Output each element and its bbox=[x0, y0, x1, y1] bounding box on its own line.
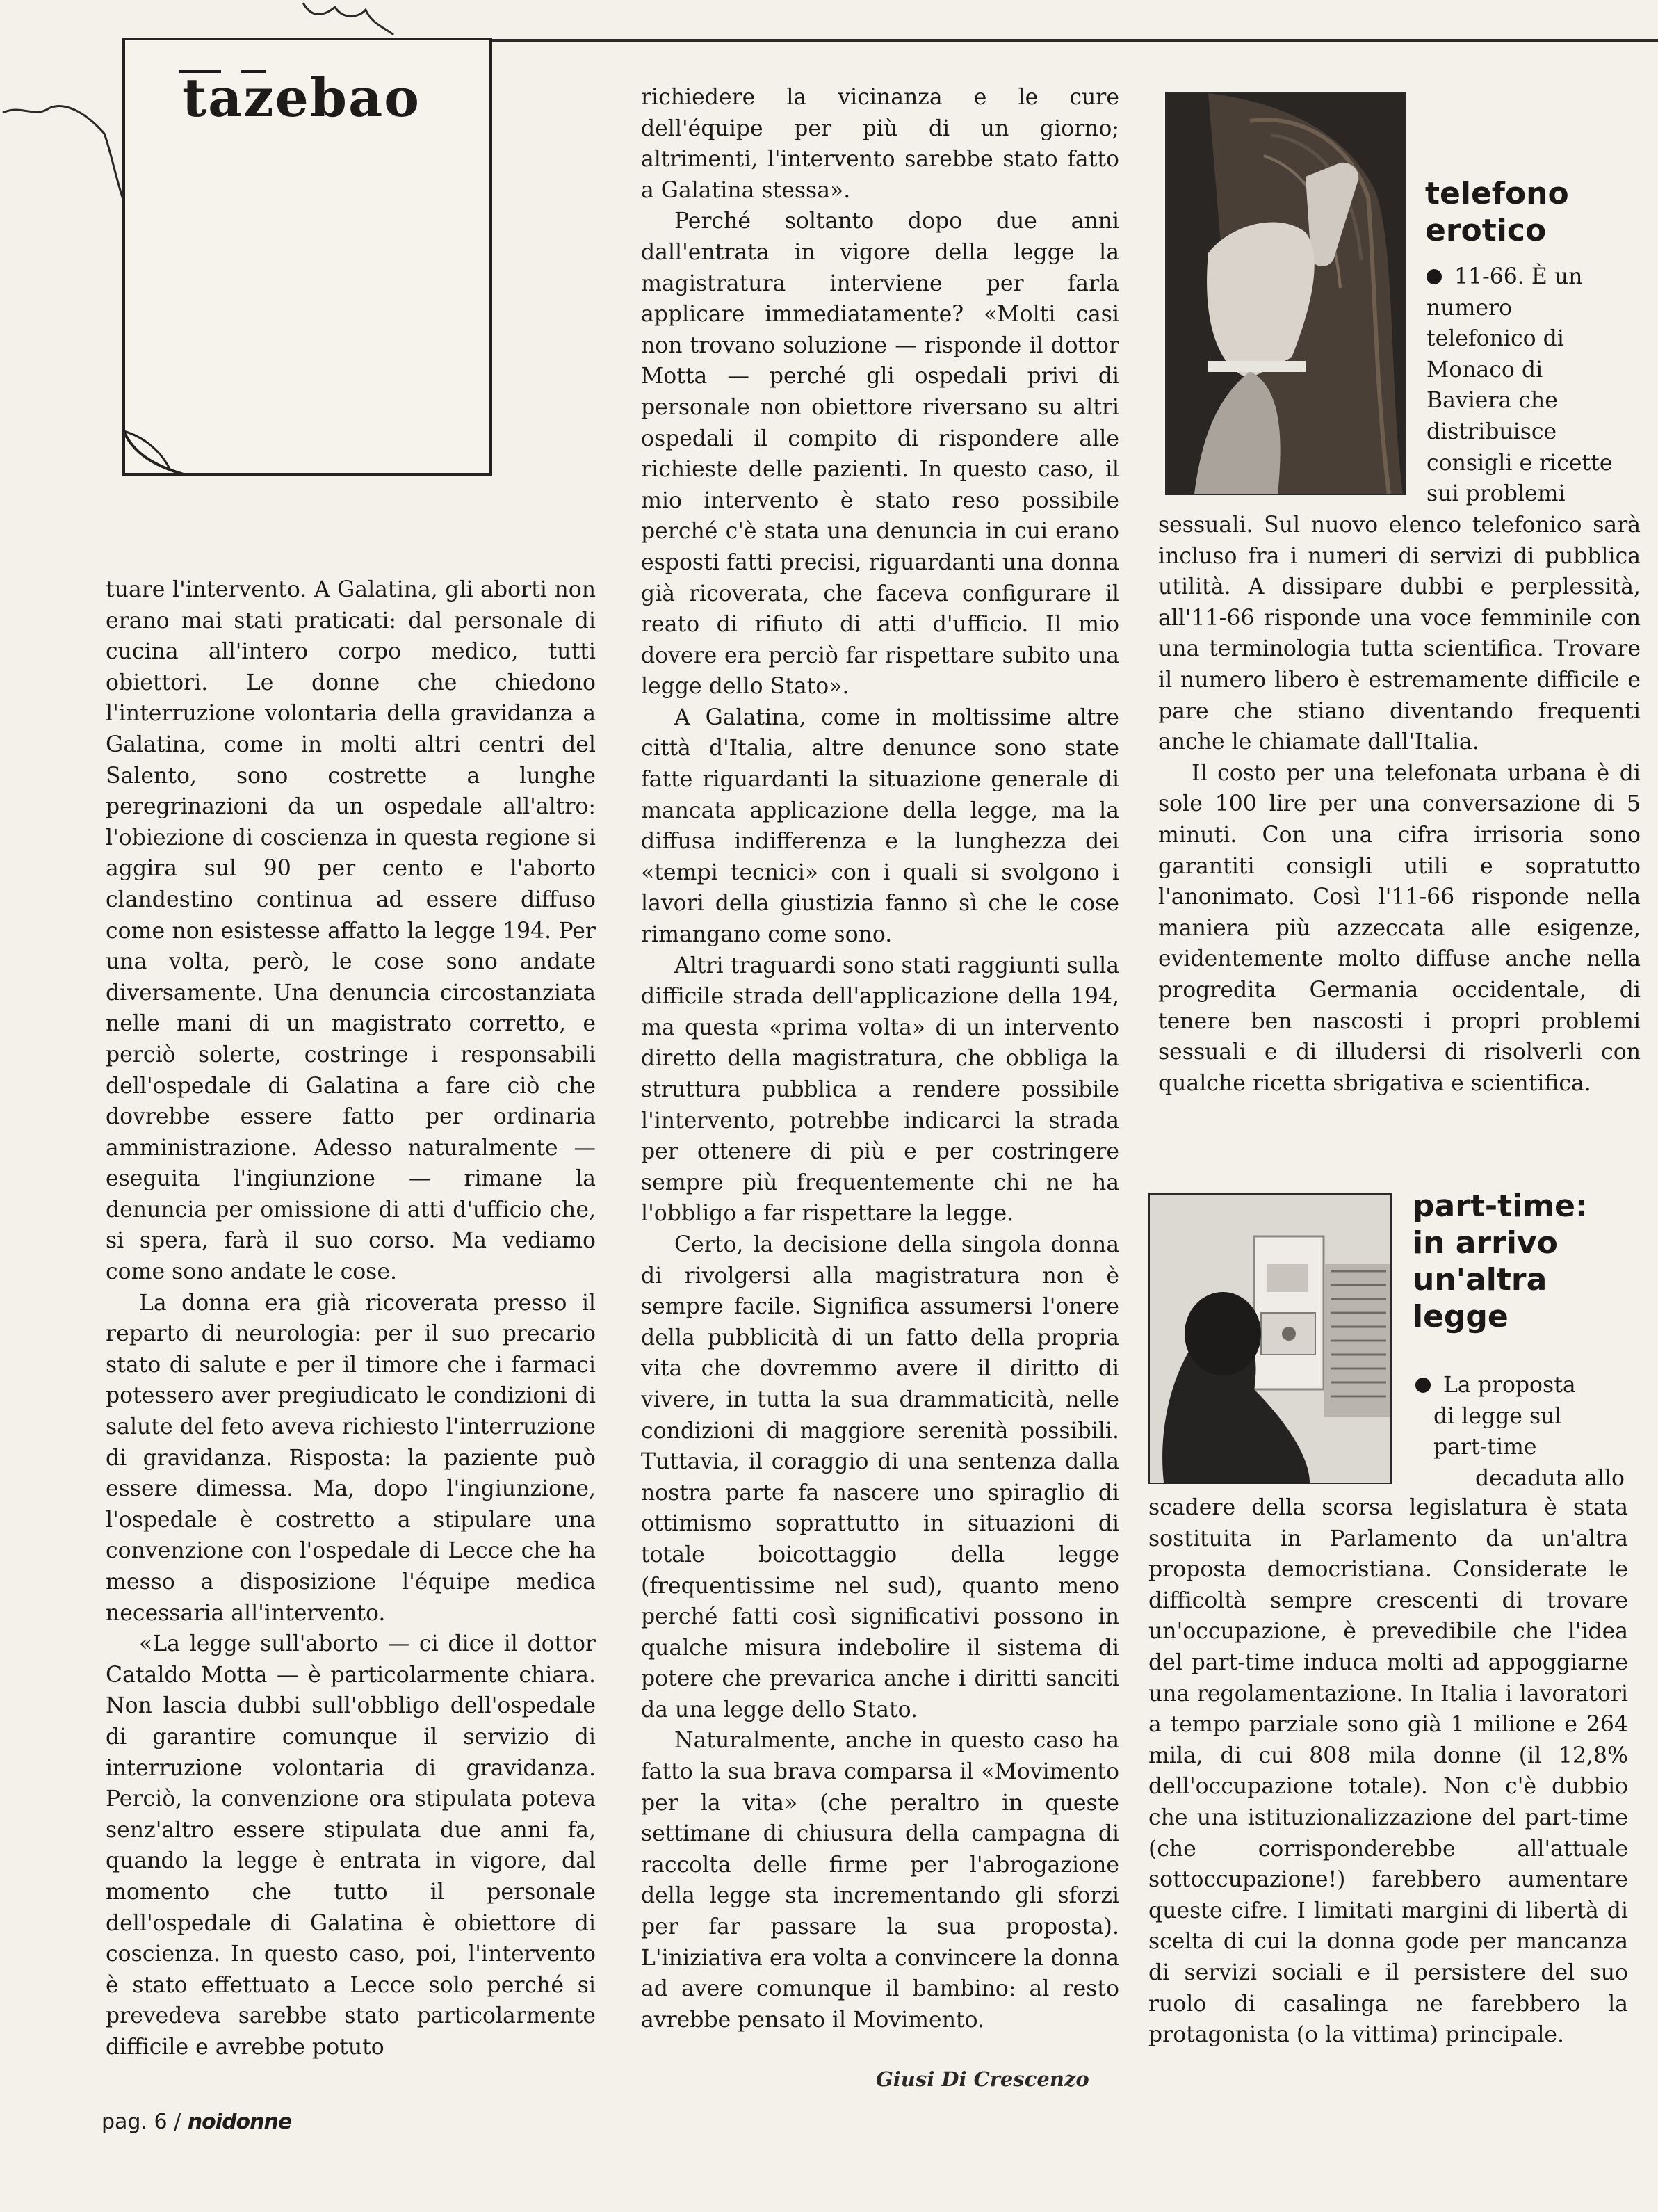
side-line: sui problemi bbox=[1427, 481, 1566, 507]
page-footer bbox=[101, 2110, 291, 2134]
paragraph: Perché soltanto dopo due anni dall'entrata in vigore della legge la magistratura interviene per farla applicare immediatamente? «Molti casi non trovano soluzione — risponde il dottor Motta — perché gli ospedali privi di personale non obiettore riversano su altri ospedali il compito di rispondere alle richieste delle pazienti. In questo caso, il mio intervento è stato reso possibile perché c'è stata una denuncia in cui erano esposti fatti precisi, riguardanti una donna già ricoverata, che faceva configurare il reato di rifiuto di atti d'ufficio. Il mio dovere era perciò far rispettare subito una legge dello Stato». bbox=[641, 209, 1119, 700]
top-rule bbox=[487, 39, 1658, 42]
paragraph: Naturalmente, anche in questo caso ha fatto la sua brava comparsa il «Movimento per la vita» (che peraltro in queste settimane di chiusura della campagna di raccolta delle firme per l'abrogazione della legge sta incrementando gli sforzi per far passare la sua proposta). L'iniziativa era volta a convincere la donna ad avere comunque il bambino: al resto avrebbe pensato il Movimento. bbox=[641, 1728, 1119, 2033]
scribble-doodle bbox=[0, 97, 132, 209]
side-line: distribuisce bbox=[1427, 419, 1557, 444]
cloud-doodle bbox=[299, 0, 396, 39]
paragraph: Altri traguardi sono stati raggiunti sulla difficile strada dell'applicazione della 194, ma questa «prima volta» di un intervento diretto della magistratura, che obbliga la struttura pubblica a rendere possibile l'intervento, potrebbe indicarci la strada per ottenere di più e per costringere sempre più frequentemente chi ne ha l'obbligo a far rispettare la legge. bbox=[641, 953, 1119, 1227]
side-line: telefonico di bbox=[1427, 326, 1564, 352]
paragraph: sessuali. Sul nuovo elenco telefonico sarà incluso fra i numeri di servizi di pubblica utilità. A dissipare dubbi e perplessità, all'11-66 risponde una voce femminile con una terminologia tutta scientifica. Trovare il numero libero è estremamente difficile e pare che stiano diventando frequenti anche le chiamate dall'Italia. bbox=[1158, 512, 1641, 755]
bullet-icon bbox=[1415, 1378, 1431, 1393]
paragraph: tuare l'intervento. A Galatina, gli aborti non erano mai stati praticati: dal personale di cucina all'intero corpo medico, tutti obiettori. Le donne che chiedono l'interruzione volontaria della gravidanza a Galatina, come in molti altri centri del Salento, sono costrette a lunghe peregrinazioni da un ospedale all'altro: l'obiezione di coscienza in questa regione si aggira sul 90 per cento e l'aborto clandestino continua ad essere diffuso come non esistesse affatto la legge 194. Per una volta, però, le cose sono andate diversamente. Una denuncia circostanziata nelle mani di un magistrato corretto, e perciò solerte, costringe i responsabili dell'ospedale di Galatina a fare ciò che dovrebbe essere fatto per ordinaria amministrazione. Adesso naturalmente — eseguita l'ingiunzione — rimane la denuncia per omissione di atti d'ufficio che, si spera, farà il suo corso. Ma vediamo come sono andate le cose. bbox=[106, 577, 596, 1285]
headline-line: legge bbox=[1413, 1299, 1509, 1334]
headline-line: telefono bbox=[1425, 176, 1569, 211]
page-curl-icon bbox=[122, 430, 185, 478]
paragraph: «La legge sull'aborto — ci dice il dottor Cataldo Motta — è particolarmente chiara. Non lascia dubbi sull'obbligo dell'ospedale di garantire comunque il servizio di interruzione volontaria di gravidanza. Perciò, la convenzione ora stipulata poteva senz'altro essere stipulata due anni fa, quando la legge è entrata in vigore, dal momento che tutto il personale dell'ospedale di Galatina è obiettore di coscienza. In questo caso, poi, l'intervento è stato effettuato a Lecce solo perché si prevedeva sarebbe stato particolarmente difficile e avrebbe potuto bbox=[106, 1631, 596, 2060]
bullet-icon bbox=[1427, 269, 1442, 284]
note-title: tazebao bbox=[182, 67, 421, 129]
tazebao-note bbox=[122, 38, 492, 476]
side-line: di legge sul bbox=[1433, 1403, 1562, 1429]
woman-telephone-photo bbox=[1165, 92, 1406, 495]
magazine-brand: noidonne bbox=[187, 2110, 292, 2134]
side-line: numero bbox=[1427, 295, 1513, 321]
part-time-intro bbox=[1415, 1370, 1645, 1494]
telefono-intro bbox=[1427, 261, 1649, 510]
side-line: decaduta allo bbox=[1475, 1465, 1625, 1491]
telefono-body bbox=[1158, 510, 1641, 1099]
paragraph: A Galatina, come in moltissime altre città d'Italia, altre denunce sono state fatte riguardanti la situazione generale di mancata applicazione della legge, ma la diffusa indifferenza e la lunghezza dei «tempi tecnici» con i quali si svolgono i lavori della giustizia fanno sì che le cose rimangano come sono. bbox=[641, 704, 1119, 948]
headline-line: in arrivo bbox=[1413, 1225, 1558, 1261]
side-line: 11-66. È un bbox=[1454, 264, 1583, 289]
side-line: consigli e ricette bbox=[1427, 450, 1613, 476]
headline-line: erotico bbox=[1425, 213, 1547, 248]
part-time-headline bbox=[1413, 1188, 1588, 1335]
paragraph: La donna era già ricoverata presso il reparto di neurologia: per il suo precario stato di salute e per il timore che i farmaci potessero aver pregiudicato le condizioni di salute del feto aveva richiesto l'interruzione di gravidanza. Risposta: la paziente può essere dimessa. Ma, dopo l'ingiunzione, l'ospedale è costretto a stipulare una convenzione con l'ospedale di Lecce che ha messo a disposizione l'équipe medica necessaria all'intervento. bbox=[106, 1290, 596, 1626]
office-worker-photo bbox=[1148, 1193, 1392, 1484]
paragraph: scadere della scorsa legislatura è stata sostituita in Parlamento da un'altra proposta democristiana. Considerate le difficoltà sempre crescenti di trovare un'occupazione, è prevedibile che l'idea del part-time induca molti ad appoggiarne una regolamentazione. In Italia i lavoratori a tempo parziale sono già 1 milione e 264 mila, di cui 808 mila donne (il 12,8% dell'occupazione totale). Non c'è dubbio che una istituzionalizzazione del part-time (che corrisponderebbe all'attuale sottoccupazione!) farebbero aumentare queste cifre. I limitati margini di libertà di scelta di cui la donna gode per mancanza di servizi sociali e il persistere del suo ruolo di casalinga ne farebbero la protagonista (o la vittima) principale. bbox=[1148, 1495, 1628, 2048]
side-line: part-time bbox=[1433, 1435, 1537, 1460]
author-signature: Giusi Di Crescenzo bbox=[876, 2067, 1089, 2091]
side-line: Monaco di bbox=[1427, 357, 1543, 382]
article-column-2 bbox=[641, 82, 1119, 2035]
paragraph: richiedere la vicinanza e le cure dell'équipe per più di un giorno; altrimenti, l'intervento sarebbe stato fatto a Galatina stessa». bbox=[641, 85, 1119, 203]
headline-line: part-time: bbox=[1413, 1188, 1588, 1224]
telefono-headline bbox=[1425, 175, 1569, 249]
paragraph: Il costo per una telefonata urbana è di sole 100 lire per una conversazione di 5 minuti. Con una cifra irrisoria sono garantiti consigli utili e sopratutto l'anonimato. Così l'11-66 risponde nella maniera più azzeccata alle esigenze, evidentemente molto diffuse anche nella progredita Germania occidentale, di tenere ben nascosti i propri problemi sessuali e di illudersi di risolverli con qualche ricetta sbrigativa e scientifica. bbox=[1158, 760, 1641, 1096]
part-time-body bbox=[1148, 1492, 1628, 2051]
page-number: pag. 6 / bbox=[101, 2110, 181, 2134]
headline-line: un'altra bbox=[1413, 1262, 1547, 1298]
side-line: La proposta bbox=[1443, 1373, 1576, 1398]
side-line: Baviera che bbox=[1427, 388, 1558, 414]
paragraph: Certo, la decisione della singola donna di rivolgersi alla magistratura non è sempre facile. Significa assumersi l'onere della pubblicità di un fatto della propria vita che dovremmo avere il diritto di vivere, in tutta la sua drammaticità, nelle condizioni di maggiore serenità possibili. Tuttavia, il coraggio di una sentenza dalla nostra parte fa nascere uno spiraglio di ottimismo soprattutto in situazioni di totale boicottaggio della legge (frequentissime nel sud), quanto meno perché fatti così significativi possono in qualche misura indebolire il sistema di potere che prevarica anche i diritti sanciti da una legge dello Stato. bbox=[641, 1232, 1119, 1722]
article-column-1 bbox=[106, 574, 596, 2063]
